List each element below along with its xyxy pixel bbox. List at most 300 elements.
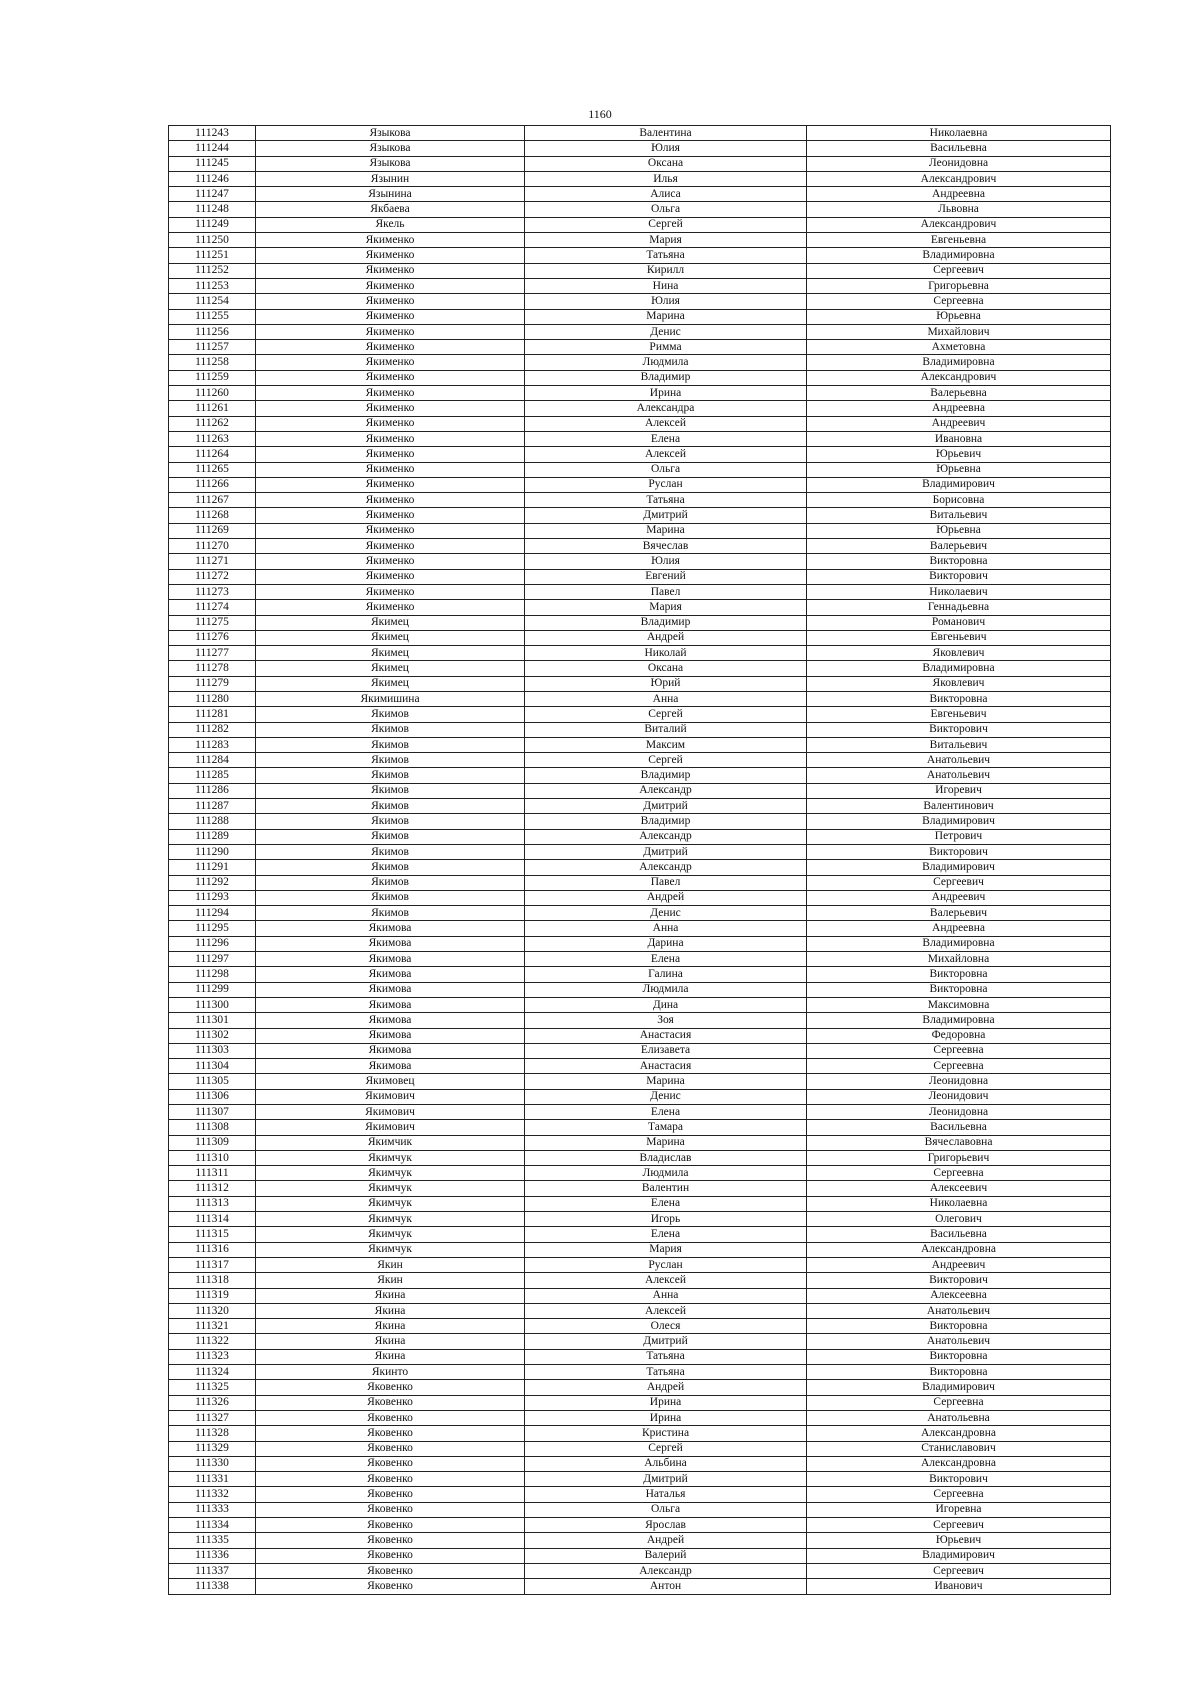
first-name-cell: Сергей	[525, 217, 807, 232]
patronymic-cell: Олегович	[807, 1212, 1111, 1227]
patronymic-cell: Андреевич	[807, 890, 1111, 905]
last-name-cell: Якин	[256, 1257, 525, 1272]
patronymic-cell: Валентинович	[807, 799, 1111, 814]
table-row	[169, 248, 1111, 263]
first-name-cell: Александр	[525, 783, 807, 798]
table-row	[169, 340, 1111, 355]
table-row	[169, 431, 1111, 446]
record-id-cell: 111336	[169, 1548, 256, 1563]
last-name-cell: Яковенко	[256, 1426, 525, 1441]
patronymic-cell: Викторович	[807, 1472, 1111, 1487]
first-name-cell: Ирина	[525, 386, 807, 401]
last-name-cell: Якимов	[256, 737, 525, 752]
first-name-cell: Алексей	[525, 1273, 807, 1288]
record-id-cell: 111337	[169, 1563, 256, 1578]
table-row	[169, 1579, 1111, 1594]
last-name-cell: Якимов	[256, 844, 525, 859]
first-name-cell: Ирина	[525, 1395, 807, 1410]
table-row	[169, 982, 1111, 997]
record-id-cell: 111299	[169, 982, 256, 997]
last-name-cell: Якименко	[256, 386, 525, 401]
table-row	[169, 1472, 1111, 1487]
table-row	[169, 462, 1111, 477]
table-row	[169, 1028, 1111, 1043]
record-id-cell: 111264	[169, 447, 256, 462]
patronymic-cell: Анатольевич	[807, 1303, 1111, 1318]
last-name-cell: Якимов	[256, 722, 525, 737]
record-id-cell: 111252	[169, 263, 256, 278]
last-name-cell: Якимчук	[256, 1227, 525, 1242]
patronymic-cell: Яковлевич	[807, 676, 1111, 691]
record-id-cell: 111297	[169, 952, 256, 967]
last-name-cell: Якинто	[256, 1365, 525, 1380]
patronymic-cell: Юрьевна	[807, 523, 1111, 538]
last-name-cell: Якимова	[256, 921, 525, 936]
table-row	[169, 187, 1111, 202]
record-id-cell: 111263	[169, 431, 256, 446]
record-id-cell: 111300	[169, 997, 256, 1012]
first-name-cell: Владимир	[525, 814, 807, 829]
patronymic-cell: Евгеньевич	[807, 707, 1111, 722]
first-name-cell: Елена	[525, 1196, 807, 1211]
first-name-cell: Дарина	[525, 936, 807, 951]
last-name-cell: Яковенко	[256, 1380, 525, 1395]
last-name-cell: Язынина	[256, 187, 525, 202]
table-row	[169, 508, 1111, 523]
record-id-cell: 111330	[169, 1456, 256, 1471]
patronymic-cell: Сергеевна	[807, 1043, 1111, 1058]
record-id-cell: 111257	[169, 340, 256, 355]
record-id-cell: 111280	[169, 691, 256, 706]
record-id-cell: 111250	[169, 233, 256, 248]
record-id-cell: 111305	[169, 1074, 256, 1089]
last-name-cell: Якимова	[256, 936, 525, 951]
last-name-cell: Якимович	[256, 1089, 525, 1104]
first-name-cell: Елена	[525, 952, 807, 967]
record-id-cell: 111273	[169, 584, 256, 599]
table-row	[169, 1456, 1111, 1471]
first-name-cell: Владимир	[525, 370, 807, 385]
last-name-cell: Якимчук	[256, 1196, 525, 1211]
table-row	[169, 1135, 1111, 1150]
patronymic-cell: Анатольевич	[807, 768, 1111, 783]
last-name-cell: Якименко	[256, 340, 525, 355]
record-id-cell: 111316	[169, 1242, 256, 1257]
last-name-cell: Якимова	[256, 997, 525, 1012]
first-name-cell: Николай	[525, 646, 807, 661]
patronymic-cell: Сергеевич	[807, 263, 1111, 278]
last-name-cell: Якимова	[256, 982, 525, 997]
first-name-cell: Татьяна	[525, 1349, 807, 1364]
patronymic-cell: Игоревна	[807, 1502, 1111, 1517]
patronymic-cell: Михайлович	[807, 324, 1111, 339]
table-row	[169, 1334, 1111, 1349]
last-name-cell: Якимов	[256, 783, 525, 798]
last-name-cell: Якимчук	[256, 1242, 525, 1257]
record-id-cell: 111258	[169, 355, 256, 370]
table-row	[169, 386, 1111, 401]
first-name-cell: Алексей	[525, 1303, 807, 1318]
last-name-cell: Яковенко	[256, 1410, 525, 1425]
first-name-cell: Павел	[525, 875, 807, 890]
last-name-cell: Якимов	[256, 890, 525, 905]
first-name-cell: Евгений	[525, 569, 807, 584]
record-id-cell: 111281	[169, 707, 256, 722]
table-row	[169, 1502, 1111, 1517]
table-row	[169, 783, 1111, 798]
last-name-cell: Якименко	[256, 370, 525, 385]
first-name-cell: Ольга	[525, 462, 807, 477]
first-name-cell: Мария	[525, 233, 807, 248]
record-id-cell: 111306	[169, 1089, 256, 1104]
first-name-cell: Вячеслав	[525, 539, 807, 554]
table-row	[169, 1288, 1111, 1303]
record-id-cell: 111290	[169, 844, 256, 859]
patronymic-cell: Викторович	[807, 722, 1111, 737]
last-name-cell: Якимчик	[256, 1135, 525, 1150]
table-row	[169, 156, 1111, 171]
patronymic-cell: Владимировна	[807, 936, 1111, 951]
table-row	[169, 1365, 1111, 1380]
patronymic-cell: Александровна	[807, 1242, 1111, 1257]
patronymic-cell: Иванович	[807, 1579, 1111, 1594]
first-name-cell: Елена	[525, 1105, 807, 1120]
table-row	[169, 646, 1111, 661]
table-row	[169, 600, 1111, 615]
record-id-cell: 111311	[169, 1166, 256, 1181]
table-row	[169, 370, 1111, 385]
patronymic-cell: Васильевна	[807, 141, 1111, 156]
last-name-cell: Якименко	[256, 233, 525, 248]
record-id-cell: 111271	[169, 554, 256, 569]
first-name-cell: Владимир	[525, 768, 807, 783]
first-name-cell: Игорь	[525, 1212, 807, 1227]
last-name-cell: Якина	[256, 1288, 525, 1303]
record-id-cell: 111246	[169, 171, 256, 186]
last-name-cell: Якель	[256, 217, 525, 232]
table-row	[169, 493, 1111, 508]
patronymic-cell: Геннадьевна	[807, 600, 1111, 615]
record-id-cell: 111261	[169, 401, 256, 416]
table-row	[169, 615, 1111, 630]
record-id-cell: 111294	[169, 906, 256, 921]
record-id-cell: 111267	[169, 493, 256, 508]
patronymic-cell: Юрьевич	[807, 1533, 1111, 1548]
first-name-cell: Дмитрий	[525, 508, 807, 523]
patronymic-cell: Леонидовна	[807, 1074, 1111, 1089]
last-name-cell: Якименко	[256, 401, 525, 416]
first-name-cell: Дмитрий	[525, 844, 807, 859]
last-name-cell: Якименко	[256, 294, 525, 309]
last-name-cell: Якименко	[256, 493, 525, 508]
patronymic-cell: Алексеевич	[807, 1181, 1111, 1196]
first-name-cell: Марина	[525, 1074, 807, 1089]
record-id-cell: 111283	[169, 737, 256, 752]
record-id-cell: 111307	[169, 1105, 256, 1120]
last-name-cell: Якимович	[256, 1105, 525, 1120]
last-name-cell: Яковенко	[256, 1456, 525, 1471]
table-row	[169, 1242, 1111, 1257]
patronymic-cell: Николаевич	[807, 584, 1111, 599]
patronymic-cell: Сергеевич	[807, 875, 1111, 890]
last-name-cell: Якимец	[256, 661, 525, 676]
record-id-cell: 111287	[169, 799, 256, 814]
patronymic-cell: Леонидович	[807, 1089, 1111, 1104]
record-id-cell: 111310	[169, 1150, 256, 1165]
last-name-cell: Якимчук	[256, 1166, 525, 1181]
table-row	[169, 1120, 1111, 1135]
table-row	[169, 676, 1111, 691]
record-id-cell: 111274	[169, 600, 256, 615]
table-row	[169, 355, 1111, 370]
first-name-cell: Сергей	[525, 707, 807, 722]
table-row	[169, 1227, 1111, 1242]
first-name-cell: Алексей	[525, 416, 807, 431]
patronymic-cell: Евгеньевна	[807, 233, 1111, 248]
last-name-cell: Якимов	[256, 829, 525, 844]
patronymic-cell: Викторовна	[807, 982, 1111, 997]
record-id-cell: 111314	[169, 1212, 256, 1227]
record-id-cell: 111247	[169, 187, 256, 202]
first-name-cell: Юлия	[525, 141, 807, 156]
patronymic-cell: Владимировна	[807, 661, 1111, 676]
record-id-cell: 111272	[169, 569, 256, 584]
last-name-cell: Языкова	[256, 141, 525, 156]
record-id-cell: 111260	[169, 386, 256, 401]
first-name-cell: Оксана	[525, 661, 807, 676]
record-id-cell: 111275	[169, 615, 256, 630]
page-number: 1160	[588, 107, 612, 121]
patronymic-cell: Валерьевич	[807, 539, 1111, 554]
patronymic-cell: Васильевна	[807, 1227, 1111, 1242]
last-name-cell: Якименко	[256, 600, 525, 615]
first-name-cell: Анастасия	[525, 1028, 807, 1043]
first-name-cell: Зоя	[525, 1013, 807, 1028]
table-row	[169, 921, 1111, 936]
first-name-cell: Римма	[525, 340, 807, 355]
table-row	[169, 829, 1111, 844]
table-row	[169, 569, 1111, 584]
patronymic-cell: Витальевич	[807, 737, 1111, 752]
last-name-cell: Якимец	[256, 676, 525, 691]
patronymic-cell: Викторович	[807, 844, 1111, 859]
record-id-cell: 111248	[169, 202, 256, 217]
record-id-cell: 111243	[169, 126, 256, 141]
table-row	[169, 630, 1111, 645]
table-row	[169, 217, 1111, 232]
table-row	[169, 691, 1111, 706]
patronymic-cell: Владимирович	[807, 477, 1111, 492]
patronymic-cell: Сергеевна	[807, 1059, 1111, 1074]
table-row	[169, 477, 1111, 492]
patronymic-cell: Александровна	[807, 1456, 1111, 1471]
first-name-cell: Дмитрий	[525, 799, 807, 814]
patronymic-cell: Сергеевна	[807, 1487, 1111, 1502]
patronymic-cell: Андреевна	[807, 187, 1111, 202]
patronymic-cell: Витальевич	[807, 508, 1111, 523]
record-id-cell: 111335	[169, 1533, 256, 1548]
last-name-cell: Яковенко	[256, 1533, 525, 1548]
first-name-cell: Тамара	[525, 1120, 807, 1135]
patronymic-cell: Сергеевич	[807, 1518, 1111, 1533]
patronymic-cell: Алексеевна	[807, 1288, 1111, 1303]
last-name-cell: Якименко	[256, 416, 525, 431]
patronymic-cell: Яковлевич	[807, 646, 1111, 661]
first-name-cell: Александра	[525, 401, 807, 416]
record-id-cell: 111308	[169, 1120, 256, 1135]
record-id-cell: 111245	[169, 156, 256, 171]
table-row	[169, 263, 1111, 278]
patronymic-cell: Васильевна	[807, 1120, 1111, 1135]
first-name-cell: Альбина	[525, 1456, 807, 1471]
last-name-cell: Якимов	[256, 799, 525, 814]
record-id-cell: 111328	[169, 1426, 256, 1441]
table-row	[169, 1548, 1111, 1563]
last-name-cell: Якименко	[256, 431, 525, 446]
first-name-cell: Галина	[525, 967, 807, 982]
last-name-cell: Якина	[256, 1303, 525, 1318]
table-row	[169, 171, 1111, 186]
first-name-cell: Андрей	[525, 630, 807, 645]
table-row	[169, 523, 1111, 538]
first-name-cell: Мария	[525, 600, 807, 615]
patronymic-cell: Александрович	[807, 171, 1111, 186]
first-name-cell: Ольга	[525, 1502, 807, 1517]
record-id-cell: 111302	[169, 1028, 256, 1043]
last-name-cell: Якимишина	[256, 691, 525, 706]
patronymic-cell: Леонидовна	[807, 156, 1111, 171]
record-id-cell: 111265	[169, 462, 256, 477]
table-row	[169, 1349, 1111, 1364]
record-id-cell: 111288	[169, 814, 256, 829]
record-id-cell: 111284	[169, 753, 256, 768]
last-name-cell: Якименко	[256, 477, 525, 492]
first-name-cell: Андрей	[525, 1533, 807, 1548]
first-name-cell: Марина	[525, 523, 807, 538]
first-name-cell: Марина	[525, 309, 807, 324]
table-row	[169, 309, 1111, 324]
first-name-cell: Юлия	[525, 294, 807, 309]
last-name-cell: Якимов	[256, 906, 525, 921]
first-name-cell: Владимир	[525, 615, 807, 630]
record-id-cell: 111334	[169, 1518, 256, 1533]
last-name-cell: Якимова	[256, 1059, 525, 1074]
first-name-cell: Александр	[525, 860, 807, 875]
patronymic-cell: Викторовна	[807, 1365, 1111, 1380]
last-name-cell: Якимовец	[256, 1074, 525, 1089]
table-row	[169, 1212, 1111, 1227]
record-id-cell: 111285	[169, 768, 256, 783]
record-id-cell: 111282	[169, 722, 256, 737]
record-id-cell: 111279	[169, 676, 256, 691]
record-id-cell: 111319	[169, 1288, 256, 1303]
first-name-cell: Нина	[525, 278, 807, 293]
table-row	[169, 126, 1111, 141]
table-row	[169, 1563, 1111, 1578]
patronymic-cell: Михайловна	[807, 952, 1111, 967]
first-name-cell: Павел	[525, 584, 807, 599]
table-row	[169, 1196, 1111, 1211]
record-id-cell: 111301	[169, 1013, 256, 1028]
record-id-cell: 111251	[169, 248, 256, 263]
last-name-cell: Якина	[256, 1319, 525, 1334]
last-name-cell: Якимец	[256, 615, 525, 630]
table-row	[169, 890, 1111, 905]
last-name-cell: Якимов	[256, 875, 525, 890]
patronymic-cell: Евгеньевич	[807, 630, 1111, 645]
table-row	[169, 1074, 1111, 1089]
first-name-cell: Ирина	[525, 1410, 807, 1425]
table-row	[169, 1518, 1111, 1533]
first-name-cell: Дмитрий	[525, 1472, 807, 1487]
patronymic-cell: Викторовна	[807, 691, 1111, 706]
first-name-cell: Мария	[525, 1242, 807, 1257]
patronymic-cell: Григорьевна	[807, 278, 1111, 293]
record-id-cell: 111277	[169, 646, 256, 661]
record-id-cell: 111313	[169, 1196, 256, 1211]
last-name-cell: Якимова	[256, 1013, 525, 1028]
table-row	[169, 722, 1111, 737]
record-id-cell: 111317	[169, 1257, 256, 1272]
table-row	[169, 707, 1111, 722]
first-name-cell: Татьяна	[525, 1365, 807, 1380]
table-row	[169, 1426, 1111, 1441]
record-id-cell: 111268	[169, 508, 256, 523]
record-id-cell: 111324	[169, 1365, 256, 1380]
patronymic-cell: Владимировна	[807, 355, 1111, 370]
table-row	[169, 447, 1111, 462]
table-row	[169, 967, 1111, 982]
first-name-cell: Александр	[525, 1563, 807, 1578]
first-name-cell: Максим	[525, 737, 807, 752]
patronymic-cell: Александрович	[807, 217, 1111, 232]
first-name-cell: Денис	[525, 906, 807, 921]
last-name-cell: Якименко	[256, 355, 525, 370]
patronymic-cell: Викторович	[807, 1273, 1111, 1288]
last-name-cell: Якименко	[256, 508, 525, 523]
last-name-cell: Якимович	[256, 1120, 525, 1135]
patronymic-cell: Викторовна	[807, 1349, 1111, 1364]
record-id-cell: 111291	[169, 860, 256, 875]
record-id-cell: 111318	[169, 1273, 256, 1288]
patronymic-cell: Владимировна	[807, 1013, 1111, 1028]
table-row	[169, 141, 1111, 156]
table-row	[169, 1395, 1111, 1410]
last-name-cell: Якимов	[256, 753, 525, 768]
patronymic-cell: Сергеевич	[807, 1563, 1111, 1578]
patronymic-cell: Сергеевна	[807, 1395, 1111, 1410]
first-name-cell: Валентин	[525, 1181, 807, 1196]
table-row	[169, 1487, 1111, 1502]
record-id-cell: 111255	[169, 309, 256, 324]
record-id-cell: 111295	[169, 921, 256, 936]
table-row	[169, 1273, 1111, 1288]
table-row	[169, 584, 1111, 599]
first-name-cell: Ольга	[525, 202, 807, 217]
first-name-cell: Андрей	[525, 890, 807, 905]
first-name-cell: Олеся	[525, 1319, 807, 1334]
first-name-cell: Виталий	[525, 722, 807, 737]
first-name-cell: Денис	[525, 1089, 807, 1104]
first-name-cell: Оксана	[525, 156, 807, 171]
patronymic-cell: Борисовна	[807, 493, 1111, 508]
table-row	[169, 1043, 1111, 1058]
last-name-cell: Яковенко	[256, 1579, 525, 1594]
last-name-cell: Языкова	[256, 156, 525, 171]
first-name-cell: Татьяна	[525, 248, 807, 263]
last-name-cell: Якимов	[256, 860, 525, 875]
last-name-cell: Якимов	[256, 707, 525, 722]
